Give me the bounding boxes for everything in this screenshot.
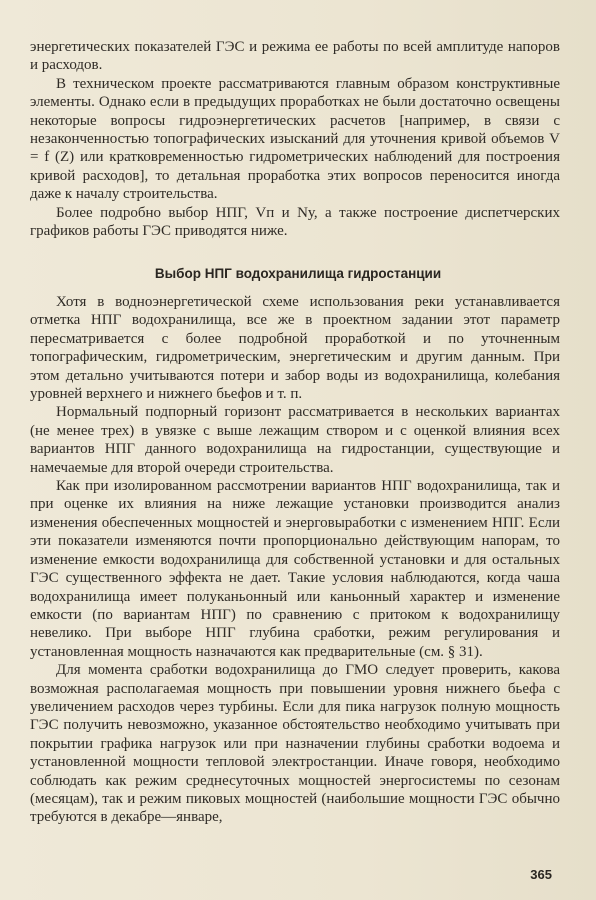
page-number: 365 [530,867,552,882]
paragraph: В техническом проекте рассматриваются главным образом конструктивные элементы. Однако если в предыдущих проработках не были достаточно освещены некоторые вопросы гидроэнергетических расчетов [например, в связи с незаконченностью топографических изысканий для уточнения кривой объемов V = f (Z) или кратковременностью гидрометрических наблюдений для построения кривой расходов], то детальная проработка этих вопросов переносится иногда даже к началу строительства. [30,75,560,203]
top-text-block [30,38,560,240]
paragraph: Для момента сработки водохранилища до ГМО следует проверить, какова возможная располагаемая мощность при повышении уровня нижнего бьефа с увеличением расходов через турбины. Если для пика нагрузок полную мощность ГЭС получить невозможно, указанное обстоятельство необходимо учитывать при покрытии графика нагрузок или при назначении глубины сработки водоема и установленной мощности тепловой электростанции. Иначе говоря, необходимо соблюдать как режим среднесуточных мощностей энергосистемы по сезонам (месяцам), так и режим пиковых мощностей (наибольшие мощности ГЭС обычно требуются в декабре—январе, [30,662,560,826]
paragraph: Хотя в водноэнергетической схеме использования реки устанавливается отметка НПГ водохранилища, все же в проектном задании этот параметр пересматривается с более подробной проработкой и по уточненным топографическим, гидрометрическим, энергетическим и другим данным. При этом детально учитываются потери и забор воды из водохранилища, колебания уровней верхнего и нижнего бьефов и т. п. [30,294,560,403]
paragraph: энергетических показателей ГЭС и режима ее работы по всей амплитуде напоров и расходов. [30,39,560,74]
paragraph: Более подробно выбор НПГ, Vп и Nу, а также построение диспетчерских графиков работы ГЭС приводятся ниже. [30,204,560,240]
paragraph: Как при изолированном рассмотрении вариантов НПГ водохранилища, так и при оценке их влияния на ниже лежащие установки производится анализ изменения обеспеченных мощностей и энерговыработки с изменением НПГ. Если эти показатели изменяются почти пропорционально действующим напорам, то изменение емкости водохранилища для собственной установки и для остальных ГЭС существенного эффекта не дает. Такие условия наблюдаются, когда чаша водохранилища имеет полуканьонный или каньонный характер и изменение емкости (по вариантам НПГ) по сравнению с притоком к водохранилищу невелико. При выборе НПГ глубина сработки, режим регулирования и установленная мощность назначаются как предварительные (см. § 31). [30,478,560,660]
paragraph: Нормальный подпорный горизонт рассматривается в нескольких вариантах (не менее трех) в увязке с выше лежащим створом и с оценкой влияния всех вариантов НПГ данного водохранилища на гидростанции, существующие и намечаемые для второй очереди строительства. [30,404,560,476]
section-heading: Выбор НПГ водохранилища гидростанции [154,266,442,281]
main-text-block [30,293,560,827]
